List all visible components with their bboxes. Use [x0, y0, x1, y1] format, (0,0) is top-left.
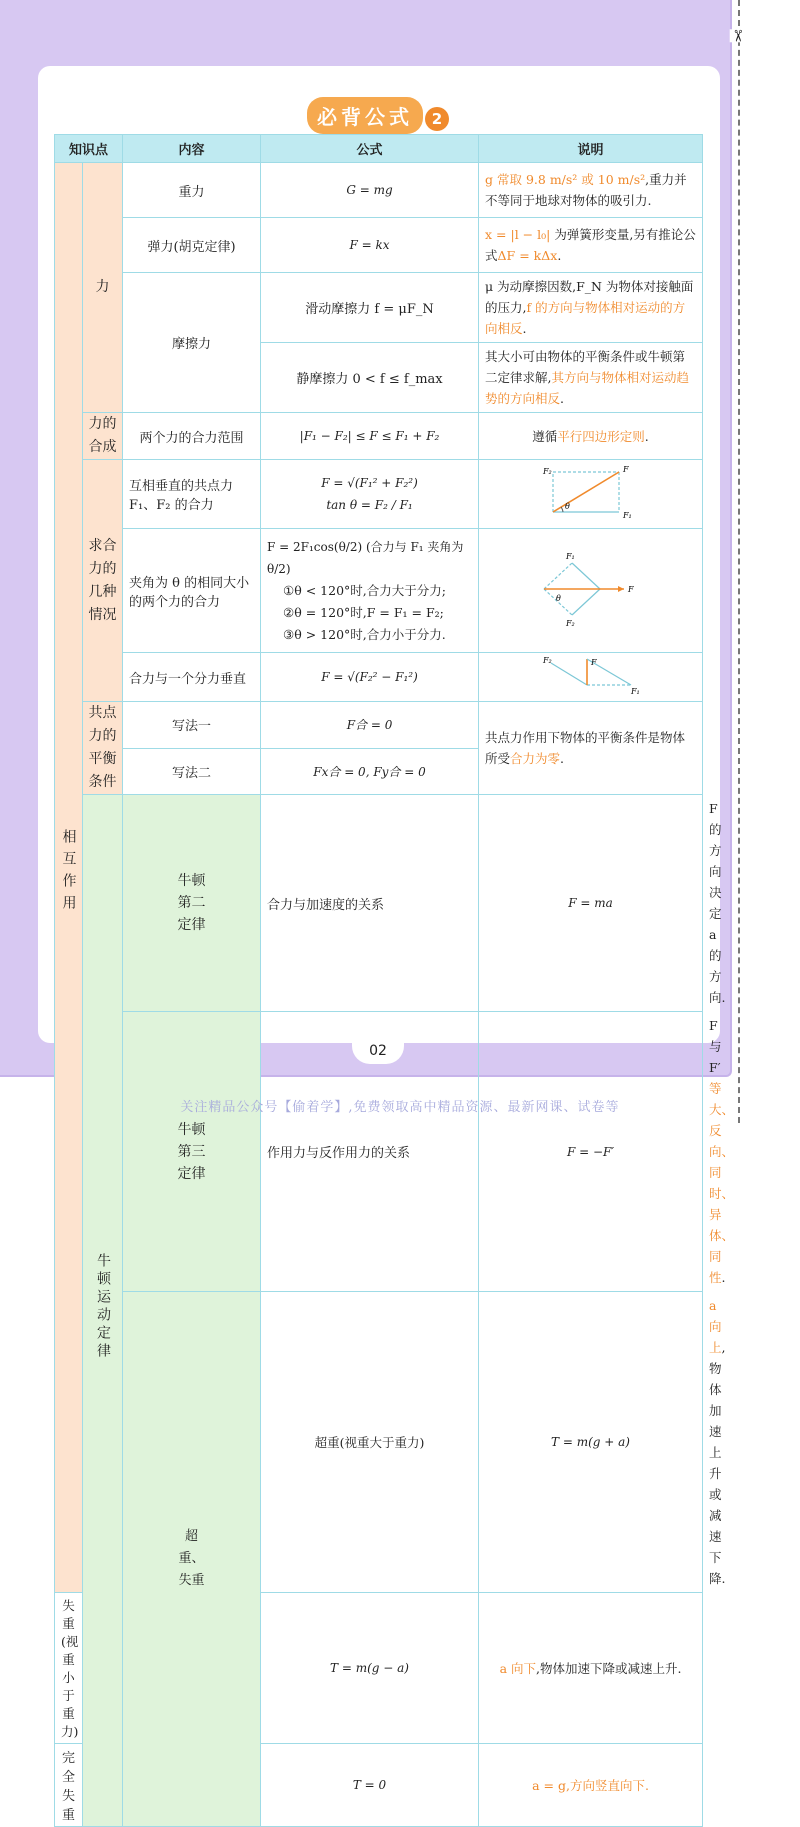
formula-newton-3: F = −F′ [479, 1012, 703, 1292]
equal-angle-diagram [536, 549, 646, 629]
svg-text:F₂: F₂ [565, 618, 575, 628]
perpendicular-diagram [541, 462, 641, 522]
formula-table: 知识点 内容 公式 说明 相互作用 力 重力 G = mg g 常取 9.8 m/s² 或 10 m/s²,重力并不等同于地球对物体的吸引力. 弹力(胡克定律) F = kx x = |l − l₀| 为弹簧形变量,另有推论公式ΔF = kΔx. 摩擦力 滑动摩擦力 f = μF_N μ 为动摩擦因数,F_N 为物体对接触面的压力,f 的方向与物体相对运动的方向相反. 静摩擦力 0 < f ≤ f_max 其大小可由物体的平衡条件或牛顿第二定律求解,其方向与物体相对运动趋势的方向相反. 力的合成 两个力的合力范围 |F₁ − F₂| ≤ F ≤ F₁ + F₂ 遵循平行四边形定则. 求合力的几种情况 互相垂直的共点力 F₁、F₂ 的合力 F = √(F₁² + F₂²) tan θ = F₂ / F₁ F₂ F F₁ θ 夹角为 θ 的相同大小的两个力的合力 F = 2F₁cos(θ/2) (合力与 F₁ 夹角为 θ/2) ①θ < 120°时,合力大于分力; ②θ = 120°时,F = F₁ = F₂; ③θ > 120°时,合力小于分力. F₁ F₂ F θ 合力与一个分力垂直 F = √(F₂² − F₁²) F₂ F F₁ 共点力的平衡条件 写法一 F合 = 0 共点力作用下物体的平衡条件是物体所受合力为零. 写法二 Fx合 = 0, Fy合 = 0 牛顿运动定律 牛顿第二定律 合力与加速度的关系 F = ma F 的方向决定 a 的方向. 牛顿第三定律 作用力与反作用力的关系 F = −F′ F 与 F′等大、反向、同时、异体、同性. 超重、失重 超重(视重大于重力) T = m(g + a) a 向上,物体加速上升或减速下降. 失重(视重小于重力) T = m(g − a) a 向下,物体加速下降或减速上升. 完全失重 T = 0 a = g,方向竖直向下. [54, 134, 703, 1827]
note-underweight: a 向下,物体加速下降或减速上升. [479, 1593, 703, 1744]
note-sliding-friction: μ 为动摩擦因数,F_N 为物体对接触面的压力,f 的方向与物体相对运动的方向相反. [479, 273, 703, 343]
svg-text:F₁: F₁ [565, 551, 575, 561]
content-underweight: 失重(视重小于重力) [55, 1593, 83, 1744]
content-composition: 两个力的合力范围 [123, 413, 261, 460]
diagram-component [479, 653, 703, 702]
diagram-equal-angle [479, 529, 703, 653]
content-component: 合力与一个分力垂直 [123, 653, 261, 702]
category-mutual: 相互作用 [55, 163, 83, 1593]
label-equilibrium: 共点力的平衡条件 [83, 702, 123, 795]
label-weight: 超重、失重 [123, 1292, 261, 1827]
svg-text:F₂: F₂ [542, 656, 552, 665]
svg-text:F: F [627, 584, 634, 594]
diagram-perpendicular [479, 460, 703, 529]
note-equilibrium: 共点力作用下物体的平衡条件是物体所受合力为零. [479, 702, 703, 795]
formula-newton-2: F = ma [479, 795, 703, 1012]
formula-equal-angle: F = 2F₁cos(θ/2) (合力与 F₁ 夹角为 θ/2) ①θ < 120°时,合力大于分力; ②θ = 120°时,F = F₁ = F₂; ③θ > 120°时,合力小于分力. [261, 529, 479, 653]
content-method-2: 写法二 [123, 748, 261, 795]
title-text: 必背公式 [309, 99, 421, 132]
formula-method-1: F合 = 0 [261, 702, 479, 749]
header-knowledge: 知识点 [55, 135, 123, 163]
footer-promo-text: 关注精品公众号【偷着学】,免费领取高中精品资源、最新网课、试卷等 [180, 1100, 620, 1115]
formula-composition: |F₁ − F₂| ≤ F ≤ F₁ + F₂ [261, 413, 479, 460]
content-newton-2: 合力与加速度的关系 [261, 795, 479, 1012]
title-number-badge: 2 [425, 107, 449, 131]
content-newton-3: 作用力与反作用力的关系 [261, 1012, 479, 1292]
formula-gravity: G = mg [261, 163, 479, 218]
content-gravity: 重力 [123, 163, 261, 218]
note-weightless: a = g,方向竖直向下. [479, 1744, 703, 1827]
content-friction: 摩擦力 [123, 273, 261, 413]
formula-overweight: T = m(g + a) [479, 1292, 703, 1593]
page-title [38, 99, 720, 132]
label-newton-3: 牛顿第三定律 [123, 1012, 261, 1292]
scissors-icon: ✂ [728, 29, 748, 43]
note-elastic: x = |l − l₀| 为弹簧形变量,另有推论公式ΔF = kΔx. [479, 218, 703, 273]
content-method-1: 写法一 [123, 702, 261, 749]
formula-sliding-friction: 滑动摩擦力 f = μF_N [261, 273, 479, 343]
formula-component: F = √(F₂² − F₁²) [261, 653, 479, 702]
category-newton: 牛顿运动定律 [83, 795, 123, 1827]
label-force: 力 [83, 163, 123, 413]
formula-weightless: T = 0 [261, 1744, 479, 1827]
note-static-friction: 其大小可由物体的平衡条件或牛顿第二定律求解,其方向与物体相对运动趋势的方向相反. [479, 343, 703, 413]
svg-text:F₁: F₁ [630, 687, 640, 695]
svg-text:F: F [622, 465, 629, 474]
content-equal-angle: 夹角为 θ 的相同大小的两个力的合力 [123, 529, 261, 653]
note-gravity: g 常取 9.8 m/s² 或 10 m/s²,重力并不等同于地球对物体的吸引力. [479, 163, 703, 218]
note-composition: 遵循平行四边形定则. [479, 413, 703, 460]
header-formula: 公式 [261, 135, 479, 163]
label-newton-2: 牛顿第二定律 [123, 795, 261, 1012]
svg-text:θ: θ [564, 502, 570, 511]
svg-text:F₁: F₁ [622, 511, 632, 520]
svg-text:θ: θ [555, 593, 561, 603]
content-overweight: 超重(视重大于重力) [261, 1292, 479, 1593]
formula-elastic: F = kx [261, 218, 479, 273]
formula-underweight: T = m(g − a) [261, 1593, 479, 1744]
svg-text:F₂: F₂ [542, 467, 552, 476]
formula-static-friction: 静摩擦力 0 < f ≤ f_max [261, 343, 479, 413]
header-content: 内容 [123, 135, 261, 163]
content-elastic: 弹力(胡克定律) [123, 218, 261, 273]
label-composition: 力的合成 [83, 413, 123, 460]
content-weightless: 完全失重 [55, 1744, 83, 1827]
cut-line [738, 0, 740, 1123]
svg-text:F: F [590, 658, 597, 667]
component-diagram [541, 655, 641, 695]
header-note: 说明 [479, 135, 703, 163]
formula-perpendicular: F = √(F₁² + F₂²) tan θ = F₂ / F₁ [261, 460, 479, 529]
label-geometry: 求合力的几种情况 [83, 460, 123, 702]
formula-method-2: Fx合 = 0, Fy合 = 0 [261, 748, 479, 795]
content-perpendicular: 互相垂直的共点力 F₁、F₂ 的合力 [123, 460, 261, 529]
page-number: 02 [352, 1038, 404, 1064]
